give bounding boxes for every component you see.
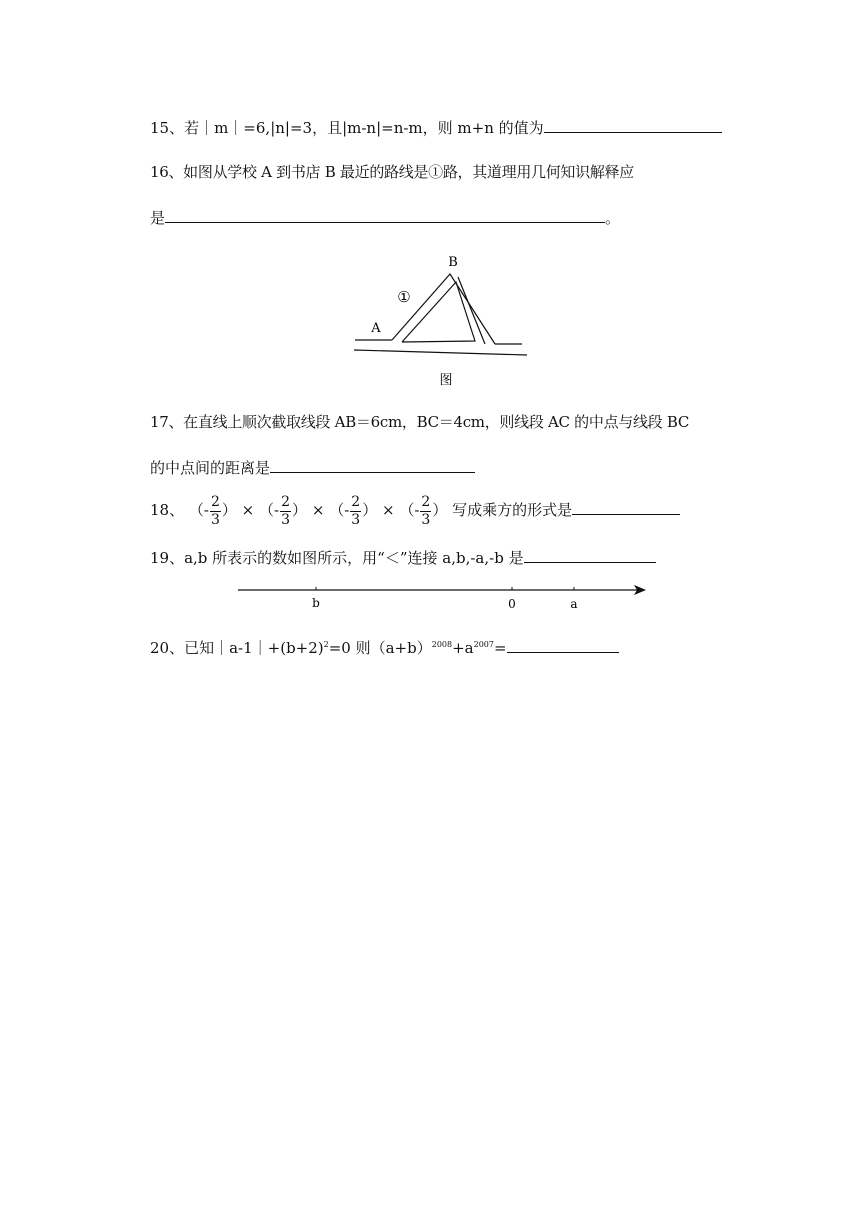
- question-15: [150, 117, 722, 138]
- main-road: [354, 350, 527, 355]
- answer-blank-19[interactable]: [524, 547, 656, 563]
- route-figure: [340, 250, 540, 390]
- paren-open-3: （-: [329, 501, 350, 519]
- question-20-text-2: =0 则（a+b）: [328, 639, 432, 657]
- question-18: [150, 492, 680, 529]
- question-20-text-3: +a: [452, 639, 474, 657]
- question-20: [150, 637, 619, 658]
- paren-open-1: （-: [188, 501, 209, 519]
- number-line: [230, 578, 660, 614]
- paren-close-1: ）: [221, 501, 237, 519]
- fraction-1: $\frac{2}{3}$: [210, 493, 220, 528]
- fraction-2: $\frac{2}{3}$: [281, 493, 291, 528]
- answer-blank-16[interactable]: [165, 207, 605, 223]
- question-18-text: 写成乘方的形式是: [452, 501, 573, 519]
- exponent-2007: 2007: [473, 640, 494, 649]
- label-route-1: ①: [397, 288, 411, 306]
- question-19: [150, 547, 656, 568]
- answer-blank-15[interactable]: [544, 117, 722, 133]
- question-20-equals: =: [493, 639, 507, 657]
- label-a-point: a: [570, 597, 578, 611]
- question-17-text: 17、在直线上顺次截取线段 AB＝6cm，BC＝4cm，则线段 AC 的中点与线段 BC: [150, 413, 690, 431]
- paren-close-3: ）: [362, 501, 378, 519]
- label-b-point: b: [312, 596, 320, 610]
- paren-open-2: （-: [259, 501, 280, 519]
- paren-open-4: （-: [399, 501, 420, 519]
- times-3: ×: [381, 501, 395, 519]
- label-zero: 0: [508, 597, 516, 611]
- question-19-text: 19、a,b 所表示的数如图所示，用“＜”连接 a,b,-a,-b 是: [150, 549, 524, 567]
- times-1: ×: [241, 501, 255, 519]
- answer-blank-18[interactable]: [572, 499, 680, 515]
- route-outer: [392, 274, 495, 344]
- label-b: B: [448, 255, 458, 270]
- question-17-line-2: [150, 457, 475, 478]
- question-17-text-cont: 的中点间的距离是: [150, 459, 271, 477]
- question-16-period: 。: [605, 209, 621, 227]
- question-18-number: 18、: [150, 501, 185, 519]
- question-16-text-cont: 是: [150, 209, 166, 227]
- paren-close-4: ）: [432, 501, 448, 519]
- answer-blank-20[interactable]: [507, 637, 619, 653]
- fraction-3: $\frac{2}{3}$: [351, 493, 361, 528]
- question-16-text: 16、如图从学校 A 到书店 B 最近的路线是①路，其道理用几何知识解释应: [150, 163, 634, 181]
- figure-caption: 图: [439, 373, 453, 388]
- question-16-line-1: [150, 162, 634, 182]
- exponent-2008: 2008: [431, 640, 453, 649]
- times-2: ×: [311, 501, 325, 519]
- fraction-4: $\frac{2}{3}$: [421, 493, 431, 528]
- route-inner-right: [458, 277, 485, 344]
- answer-blank-17[interactable]: [270, 457, 475, 473]
- paren-close-2: ）: [292, 501, 308, 519]
- exponent-2: 2: [323, 640, 329, 649]
- question-17-line-1: [150, 412, 689, 432]
- question-16-line-2: [150, 207, 620, 228]
- label-a: A: [371, 321, 381, 336]
- question-15-text: 15、若｜m｜=6,|n|=3，且|m-n|=n-m，则 m+n 的值为: [150, 119, 544, 137]
- question-20-text-1: 20、已知｜a-1｜+(b+2): [150, 639, 324, 657]
